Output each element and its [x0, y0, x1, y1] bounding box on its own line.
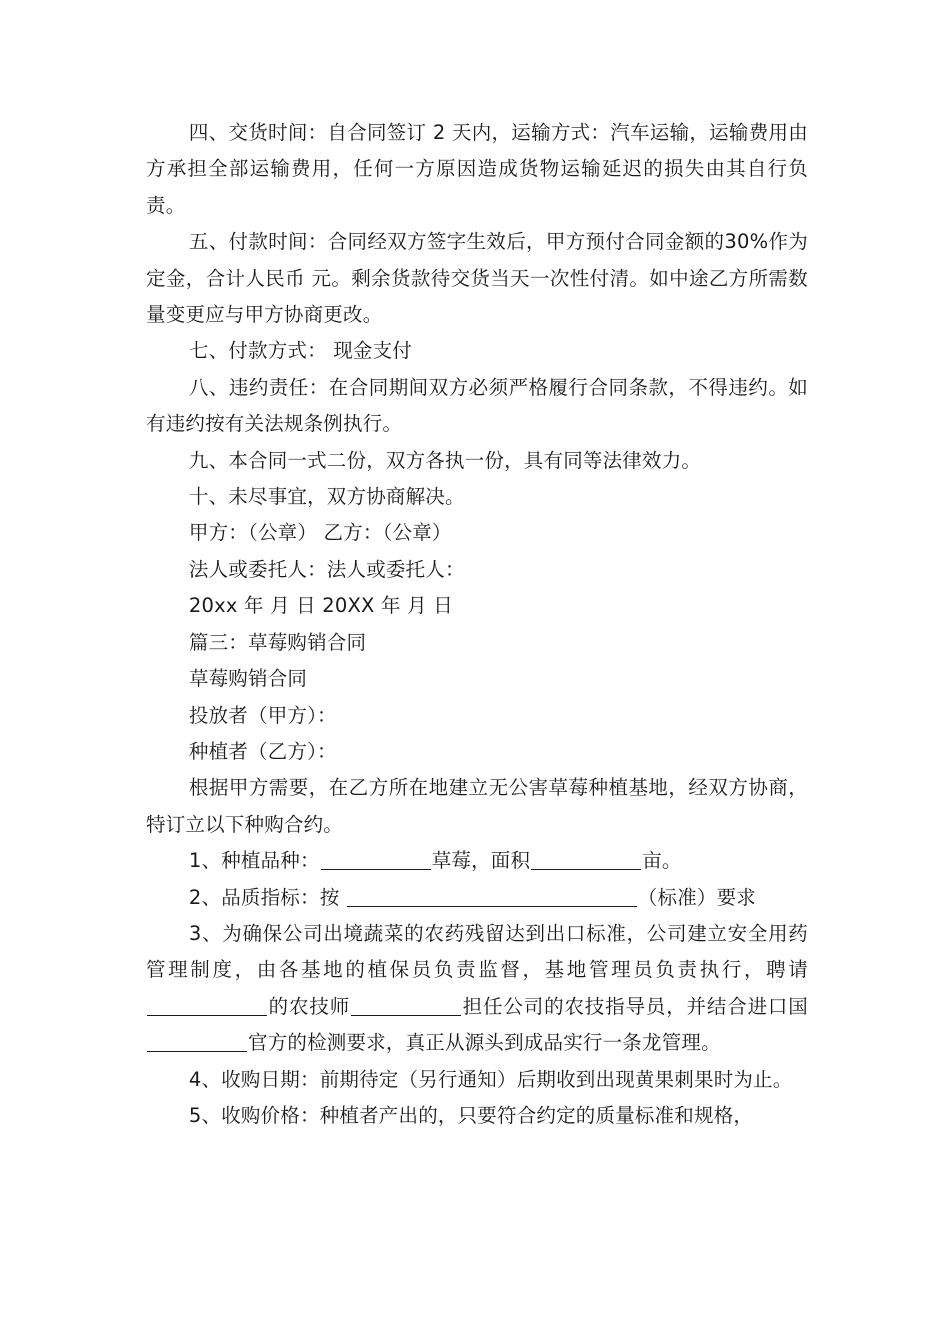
item2-label: 2、品质指标：按 — [188, 885, 346, 909]
item-quality-standard — [146, 880, 808, 916]
area-blank — [531, 847, 641, 870]
clause-breach-liability: 八、违约责任：在合同期间双方必须严格履行合同条款，不得违约。如有违约按有关法规条例执行。 — [146, 375, 808, 436]
variety-blank — [321, 847, 431, 870]
clause-delivery-time: 四、交货时间：自合同签订 2 天内，运输方式：汽车运输，运输费用由 方承担全部运输费用，任何一方原因造成货物运输延迟的损失由其自行负责。 — [146, 121, 808, 217]
hire-from-blank — [147, 993, 267, 1016]
signing-dates: 20xx 年 月 日 20XX 年 月 日 — [188, 594, 453, 618]
item1-area-label: 草莓，面积 — [431, 849, 531, 873]
item-pesticide-management — [146, 916, 808, 1062]
item-purchase-date: 4、收购日期：前期待定（另行通知）后期收到出现黄果刺果时为止。 — [188, 1067, 793, 1091]
item3-text-c: 担任公司的农技指导员，并结合进口国 — [462, 994, 808, 1018]
document-body — [146, 115, 808, 1134]
clause-payment-method: 七、付款方式： 现金支付 — [188, 339, 412, 363]
clause-payment-time: 五、付款时间：合同经双方签字生效后，甲方预付合同金额的30%作为定金，合计人民币 元。剩余货款待交货当天一次性付清。如中途乙方所需数量变更应与甲方协商更改。 — [146, 230, 808, 327]
item3-text-d: 官方的检测要求，真正从源头到成品实行一条龙管理。 — [248, 1031, 721, 1055]
item1-unit: 亩。 — [642, 849, 682, 873]
item-purchase-price: 5、收购价格：种植者产出的，只要符合约定的质量标准和规格， — [188, 1103, 754, 1127]
party-b-grower: 种植者（乙方）： — [188, 739, 337, 763]
section-title: 篇三：草莓购销合同 — [188, 630, 367, 654]
standard-blank — [347, 884, 637, 907]
party-a-investor: 投放者（甲方）： — [188, 703, 337, 727]
clause-other-matters: 十、未尽事宜，双方协商解决。 — [188, 485, 465, 509]
legal-representatives: 法人或委托人：法人或委托人： — [188, 557, 465, 581]
contract-title: 草莓购销合同 — [188, 667, 308, 691]
item-planting-variety — [146, 843, 808, 879]
item3-text-b: 的农技师 — [268, 994, 351, 1018]
item3-text-a: 3、为确保公司出境蔬菜的农药残留达到出口标准，公司建立安全用药管理制度，由各基地的植保员负责监督，基地管理员负责执行，聘请 — [146, 921, 808, 982]
contract-preamble: 根据甲方需要，在乙方所在地建立无公害草莓种植基地，经双方协商，特订立以下种购合约。 — [146, 776, 808, 836]
item1-label: 1、种植品种： — [188, 849, 320, 873]
import-country-blank — [147, 1029, 247, 1052]
party-seals: 甲方：（公章） 乙方：（公章） — [188, 521, 452, 545]
clause-copies: 九、本合同一式二份，双方各执一份，具有同等法律效力。 — [188, 448, 702, 472]
technician-blank — [351, 993, 461, 1016]
item2-suffix: （标准）要求 — [637, 885, 756, 909]
